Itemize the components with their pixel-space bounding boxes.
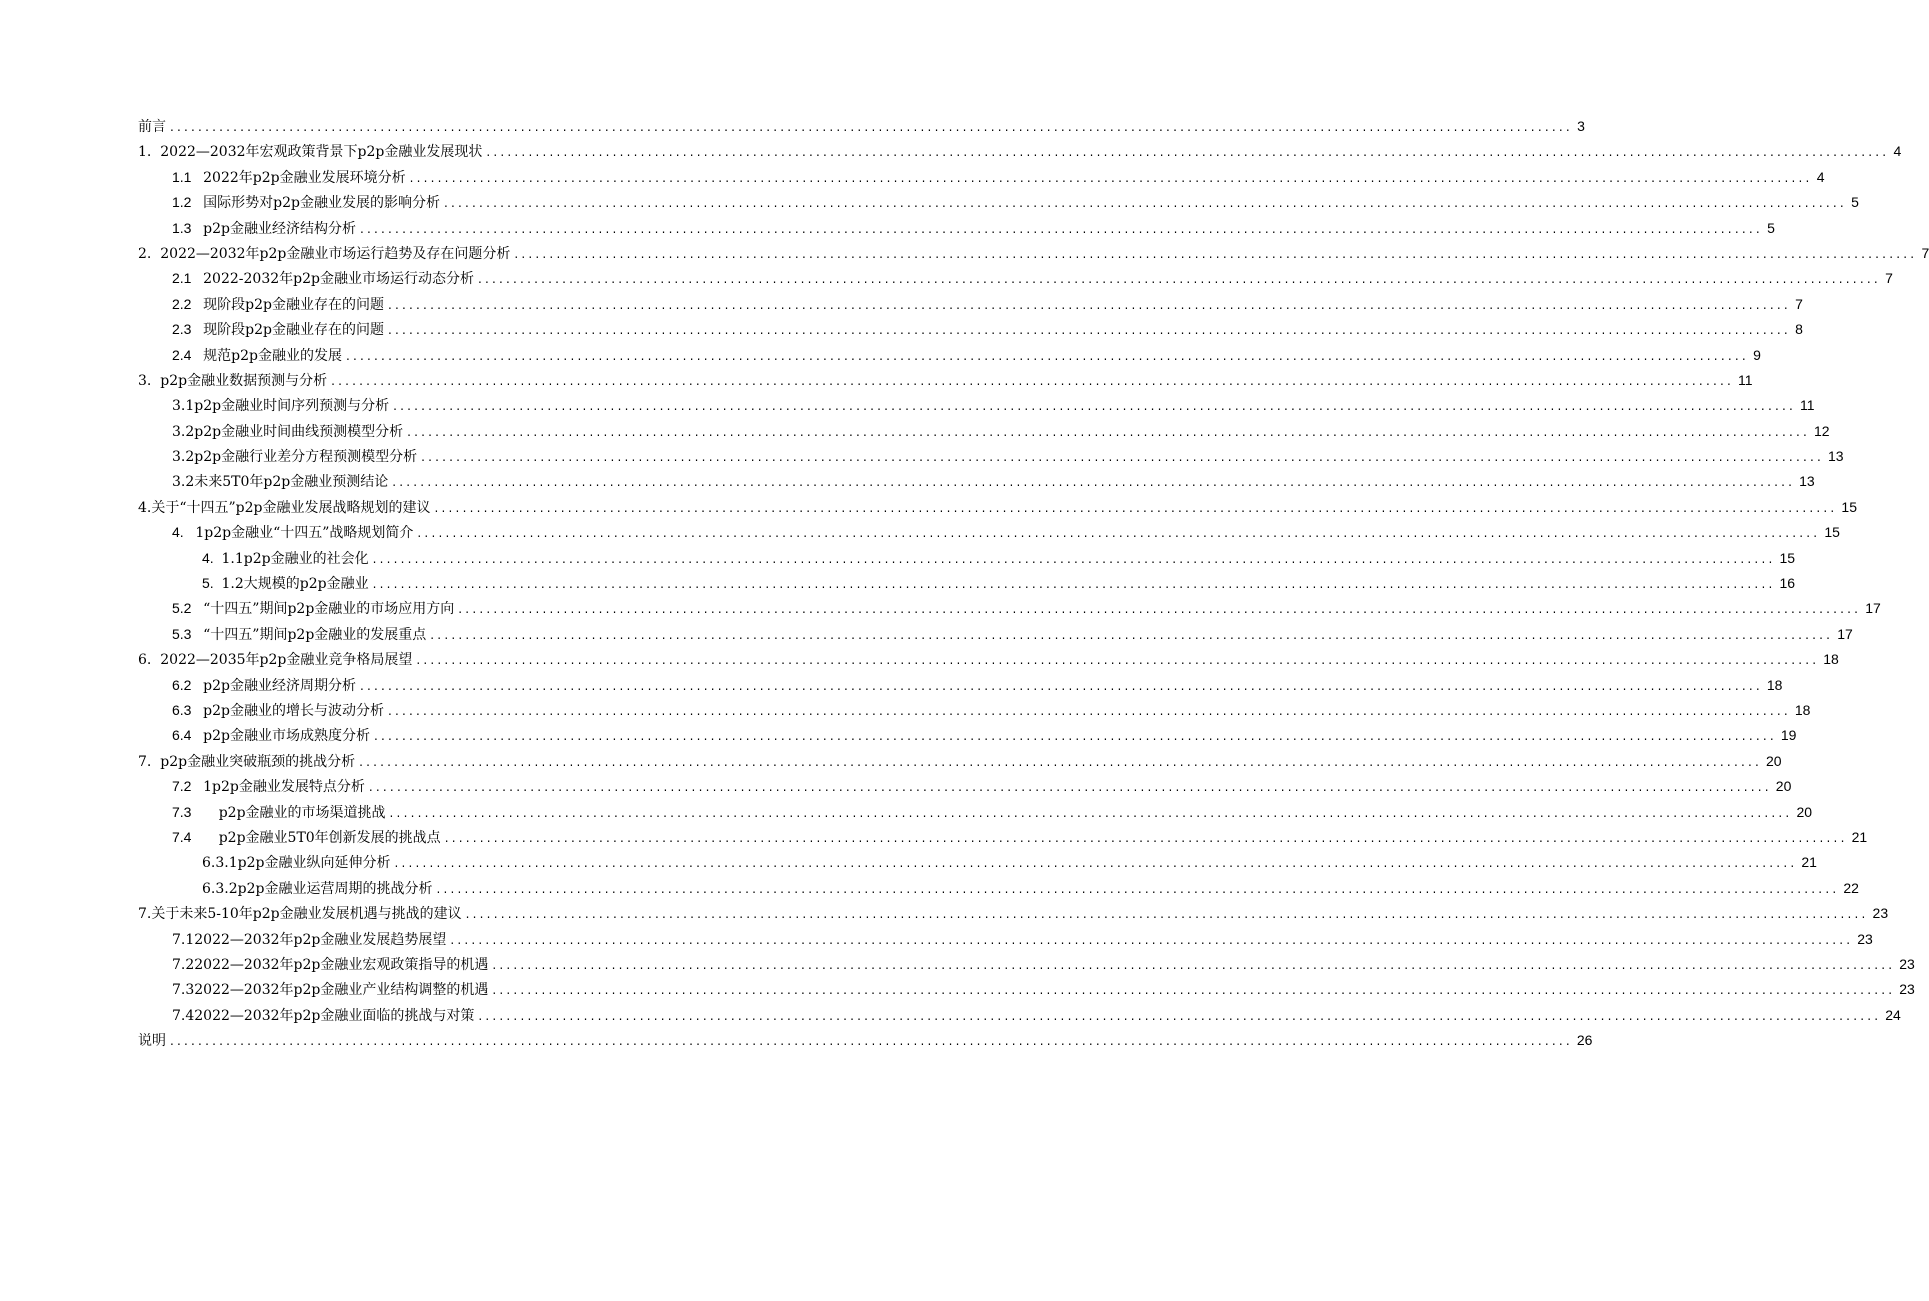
toc-entry[interactable] <box>0 266 1893 291</box>
toc-entry-number: 3. <box>138 372 161 389</box>
toc-entry-page: 20 <box>1766 752 1782 769</box>
toc-leader-dots: ........................................................................................................................................................................................................ <box>331 373 1734 388</box>
toc-entry[interactable] <box>0 495 1857 520</box>
toc-leader-dots: ........................................................................................................................................................................................................ <box>409 170 1813 185</box>
toc-entry-title: 1p2p金融业发展特点分析 <box>203 779 365 796</box>
toc-entry[interactable] <box>0 927 1873 952</box>
toc-entry-page: 23 <box>1872 905 1889 922</box>
toc-entry-page: 18 <box>1794 701 1811 718</box>
toc-entry[interactable] <box>0 749 1782 774</box>
toc-entry[interactable] <box>0 571 1796 596</box>
toc-entry-page: 5 <box>1767 219 1775 236</box>
toc-entry-title: p2p金融业市场成熟度分析 <box>203 728 370 745</box>
toc-entry-page: 4 <box>1816 168 1825 185</box>
toc-leader-dots: ........................................................................................................................................................................................................ <box>387 323 1791 338</box>
toc-entry-title: 7.22022—2032年p2p金融业宏观政策指导的机遇 <box>172 956 489 973</box>
toc-entry-number: 6.4 <box>172 727 204 744</box>
toc-entry[interactable] <box>0 723 1797 748</box>
toc-entry-page: 15 <box>1841 498 1857 515</box>
toc-entry-number: 2.2 <box>172 295 204 312</box>
toc-leader-dots: ........................................................................................................................................................................................................ <box>387 703 1791 718</box>
toc-entry-title: p2p金融业的增长与波动分析 <box>203 702 384 719</box>
toc-entry-page: 3 <box>1577 118 1585 134</box>
toc-entry[interactable] <box>0 165 1825 190</box>
toc-entry[interactable] <box>0 343 1761 368</box>
toc-entry-page: 24 <box>1885 1006 1901 1023</box>
toc-entry-title: 2022-2032年p2p金融业市场运行动态分析 <box>203 271 474 288</box>
toc-entry-page: 9 <box>1753 346 1761 363</box>
toc-leader-dots: ........................................................................................................................................................................................................ <box>514 246 1918 261</box>
toc-leader-dots: ........................................................................................................................................................................................................ <box>359 678 1763 693</box>
toc-entry[interactable] <box>0 622 1853 647</box>
toc-entry-title: 1p2p金融业“十四五”战略规划简介 <box>195 525 414 542</box>
toc-entry[interactable] <box>0 190 1859 215</box>
toc-entry-page: 11 <box>1800 397 1815 414</box>
toc-entry-number: 6. <box>138 652 161 669</box>
toc-entry-page: 7 <box>1921 244 1929 261</box>
toc-entry-title: 2022—2035年p2p金融业竞争格局展望 <box>160 652 413 669</box>
toc-entry-number: 5. <box>202 575 222 592</box>
toc-entry-number: 7.4 <box>172 828 219 845</box>
toc-entry-title: p2p金融业经济周期分析 <box>203 677 356 694</box>
toc-entry-page: 23 <box>1899 955 1915 972</box>
toc-entry-title: 规范p2p金融业的发展 <box>203 347 342 364</box>
toc-entry-page: 21 <box>1801 854 1817 871</box>
toc-leader-dots: ........................................................................................................................................................................................................ <box>417 526 1821 541</box>
toc-entry[interactable] <box>0 1003 1901 1028</box>
toc-entry[interactable] <box>0 596 1881 621</box>
toc-leader-dots: ........................................................................................................................................................................................................ <box>478 1008 1882 1023</box>
toc-entry[interactable] <box>0 850 1817 875</box>
toc-entry[interactable] <box>0 1028 1593 1053</box>
toc-entry[interactable] <box>0 546 1796 571</box>
toc-entry-title: p2p金融业的市场渠道挑战 <box>218 804 386 821</box>
toc-entry[interactable] <box>0 444 1844 469</box>
toc-entry-title: 3.1p2p金融业时间序列预测与分析 <box>172 398 390 415</box>
toc-leader-dots: ........................................................................................................................................................................................................ <box>458 602 1862 617</box>
toc-entry-page: 19 <box>1780 727 1797 744</box>
toc-entry-page: 7 <box>1795 295 1803 312</box>
toc-entry[interactable] <box>0 520 1840 545</box>
toc-entry[interactable] <box>0 241 1929 266</box>
toc-leader-dots: ........................................................................................................................................................................................................ <box>450 932 1854 947</box>
toc-entry-page: 20 <box>1775 778 1792 795</box>
toc-entry-page: 13 <box>1799 473 1815 490</box>
toc-leader-dots: ........................................................................................................................................................................................................ <box>465 907 1869 922</box>
toc-entry-title: 2022年p2p金融业发展环境分析 <box>203 169 406 186</box>
toc-leader-dots: ........................................................................................................................................................................................................ <box>416 653 1820 668</box>
table-of-contents <box>0 114 1929 1053</box>
toc-entry-number: 7.3 <box>172 803 219 820</box>
toc-leader-dots: ........................................................................................................................................................................................................ <box>430 627 1834 642</box>
toc-leader-dots: ........................................................................................................................................................................................................ <box>387 297 1791 312</box>
toc-entry-page: 13 <box>1828 448 1844 465</box>
toc-entry[interactable] <box>0 673 1783 698</box>
toc-entry-page: 8 <box>1795 321 1803 338</box>
toc-entry[interactable] <box>0 317 1803 342</box>
toc-entry-page: 17 <box>1865 600 1881 617</box>
toc-leader-dots: ........................................................................................................................................................................................................ <box>477 272 1881 287</box>
toc-leader-dots: ........................................................................................................................................................................................................ <box>393 399 1796 414</box>
toc-entry-title: 现阶段p2p金融业存在的问题 <box>203 296 384 313</box>
toc-leader-dots: ........................................................................................................................................................................................................ <box>443 196 1847 211</box>
toc-entry[interactable] <box>0 419 1830 444</box>
toc-leader-dots: ........................................................................................................................................................................................................ <box>444 830 1848 845</box>
toc-entry-page: 5 <box>1851 194 1859 211</box>
toc-entry-title: 3.2未来5T0年p2p金融业预测结论 <box>172 474 389 491</box>
toc-entry[interactable] <box>0 698 1811 723</box>
toc-leader-dots: ........................................................................................................................................................................................................ <box>170 120 1573 134</box>
toc-entry[interactable] <box>0 216 1775 241</box>
toc-entry-title: 7.关于未来5-10年p2p金融业发展机遇与挑战的建议 <box>138 906 462 923</box>
toc-entry-page: 11 <box>1738 371 1753 388</box>
toc-entry-title: p2p金融业突破瓶颈的挑战分析 <box>160 753 356 770</box>
toc-entry-title: p2p金融业5T0年创新发展的挑战点 <box>218 829 441 846</box>
toc-leader-dots: ........................................................................................................................................................................................................ <box>492 983 1896 998</box>
toc-entry-number: 7.2 <box>172 778 204 795</box>
toc-entry[interactable] <box>0 114 1585 139</box>
toc-leader-dots: ........................................................................................................................................................................................................ <box>407 424 1810 439</box>
toc-entry-page: 26 <box>1576 1032 1593 1049</box>
toc-entry[interactable] <box>0 825 1868 850</box>
toc-entry-title: 前言 <box>138 119 166 135</box>
toc-entry-title: 2022—2032年宏观政策背景下p2p金融业发展现状 <box>160 144 483 161</box>
toc-entry-title: 3.2p2p金融行业差分方程预测模型分析 <box>172 449 418 466</box>
toc-entry-title: 现阶段p2p金融业存在的问题 <box>203 322 384 339</box>
toc-entry-title: “十四五”期间p2p金融业的市场应用方向 <box>203 601 455 618</box>
toc-entry[interactable] <box>0 469 1815 494</box>
toc-leader-dots: ........................................................................................................................................................................................................ <box>492 957 1896 972</box>
toc-entry-number: 2.4 <box>172 346 204 363</box>
toc-leader-dots: ........................................................................................................................................................................................................ <box>372 577 1776 592</box>
toc-entry-number: 6.2 <box>172 676 204 693</box>
toc-entry[interactable] <box>0 901 1889 926</box>
toc-entry[interactable] <box>0 647 1839 672</box>
toc-leader-dots: ........................................................................................................................................................................................................ <box>368 780 1772 795</box>
toc-entry-title: 国际形势对p2p金融业发展的影响分析 <box>203 195 440 212</box>
toc-entry-number: 1.3 <box>172 219 204 236</box>
toc-entry-title: “十四五”期间p2p金融业的发展重点 <box>203 626 427 643</box>
toc-entry[interactable] <box>0 368 1753 393</box>
toc-entry[interactable] <box>0 952 1915 977</box>
toc-entry-title: 7.42022—2032年p2p金融业面临的挑战与对策 <box>172 1007 475 1024</box>
toc-leader-dots: ........................................................................................................................................................................................................ <box>359 221 1763 236</box>
toc-leader-dots: ........................................................................................................................................................................................................ <box>394 856 1798 871</box>
toc-entry-page: 15 <box>1779 549 1796 566</box>
toc-leader-dots: ........................................................................................................................................................................................................ <box>486 145 1890 160</box>
toc-leader-dots: ........................................................................................................................................................................................................ <box>372 551 1776 566</box>
toc-entry-title: 3.2p2p金融业时间曲线预测模型分析 <box>172 423 404 440</box>
toc-entry-page: 12 <box>1814 422 1830 439</box>
toc-entry-title: 1.1p2p金融业的社会化 <box>221 550 369 567</box>
toc-entry-page: 21 <box>1851 828 1868 845</box>
toc-entry[interactable] <box>0 876 1859 901</box>
toc-entry-title: 6.3.1p2p金融业纵向延伸分析 <box>202 855 391 872</box>
toc-leader-dots: ........................................................................................................................................................................................................ <box>434 500 1838 515</box>
toc-leader-dots: ........................................................................................................................................................................................................ <box>421 450 1824 465</box>
toc-entry-page: 7 <box>1885 270 1893 287</box>
toc-entry-page: 18 <box>1766 676 1783 693</box>
toc-entry-number: 1.2 <box>172 194 204 211</box>
toc-leader-dots: ........................................................................................................................................................................................................ <box>373 729 1777 744</box>
toc-entry[interactable] <box>0 139 1902 164</box>
toc-entry[interactable] <box>0 292 1803 317</box>
toc-entry-page: 23 <box>1899 981 1915 998</box>
toc-entry-number: 2.3 <box>172 321 204 338</box>
toc-leader-dots: ........................................................................................................................................................................................................ <box>359 754 1762 769</box>
toc-entry-title: 7.32022—2032年p2p金融业产业结构调整的机遇 <box>172 982 489 999</box>
toc-entry-page: 16 <box>1779 575 1796 592</box>
toc-entry[interactable] <box>0 393 1815 418</box>
toc-entry-number: 7. <box>138 753 161 770</box>
toc-entry-number: 4. <box>172 524 196 541</box>
toc-leader-dots: ........................................................................................................................................................................................................ <box>170 1034 1573 1049</box>
toc-entry-number: 2.1 <box>172 270 204 287</box>
toc-entry-number: 5.2 <box>172 600 204 617</box>
toc-entry-title: 4.关于“十四五”p2p金融业发展战略规划的建议 <box>138 499 431 516</box>
toc-entry-page: 23 <box>1857 930 1873 947</box>
toc-entry-number: 1. <box>138 144 161 161</box>
toc-leader-dots: ........................................................................................................................................................................................................ <box>392 475 1796 490</box>
toc-entry-title: 7.12022—2032年p2p金融业发展趋势展望 <box>172 931 447 948</box>
toc-entry-page: 17 <box>1837 625 1853 642</box>
toc-entry-title: 说明 <box>138 1033 166 1050</box>
toc-entry-page: 4 <box>1893 143 1902 160</box>
toc-entry-page: 20 <box>1796 803 1813 820</box>
toc-entry[interactable] <box>0 774 1792 799</box>
toc-entry-title: 2022—2032年p2p金融业市场运行趋势及存在问题分析 <box>160 245 511 262</box>
toc-entry[interactable] <box>0 977 1915 1002</box>
toc-entry-title: 6.3.2p2p金融业运营周期的挑战分析 <box>202 880 433 897</box>
toc-entry-page: 22 <box>1843 879 1859 896</box>
toc-entry-number: 6.3 <box>172 701 204 718</box>
toc-entry-page: 18 <box>1823 651 1839 668</box>
toc-entry-title: 1.2大规模的p2p金融业 <box>221 576 369 593</box>
toc-entry-number: 4. <box>202 549 222 566</box>
toc-entry-page: 15 <box>1824 524 1840 541</box>
toc-entry-number: 1.1 <box>172 168 204 185</box>
toc-entry-title: p2p金融业数据预测与分析 <box>160 372 328 389</box>
toc-entry-number: 2. <box>138 245 161 262</box>
toc-leader-dots: ........................................................................................................................................................................................................ <box>389 805 1793 820</box>
toc-entry[interactable] <box>0 800 1813 825</box>
toc-entry-number: 5.3 <box>172 625 204 642</box>
toc-leader-dots: ........................................................................................................................................................................................................ <box>436 881 1840 896</box>
toc-leader-dots: ........................................................................................................................................................................................................ <box>345 348 1749 363</box>
toc-entry-title: p2p金融业经济结构分析 <box>203 220 356 237</box>
